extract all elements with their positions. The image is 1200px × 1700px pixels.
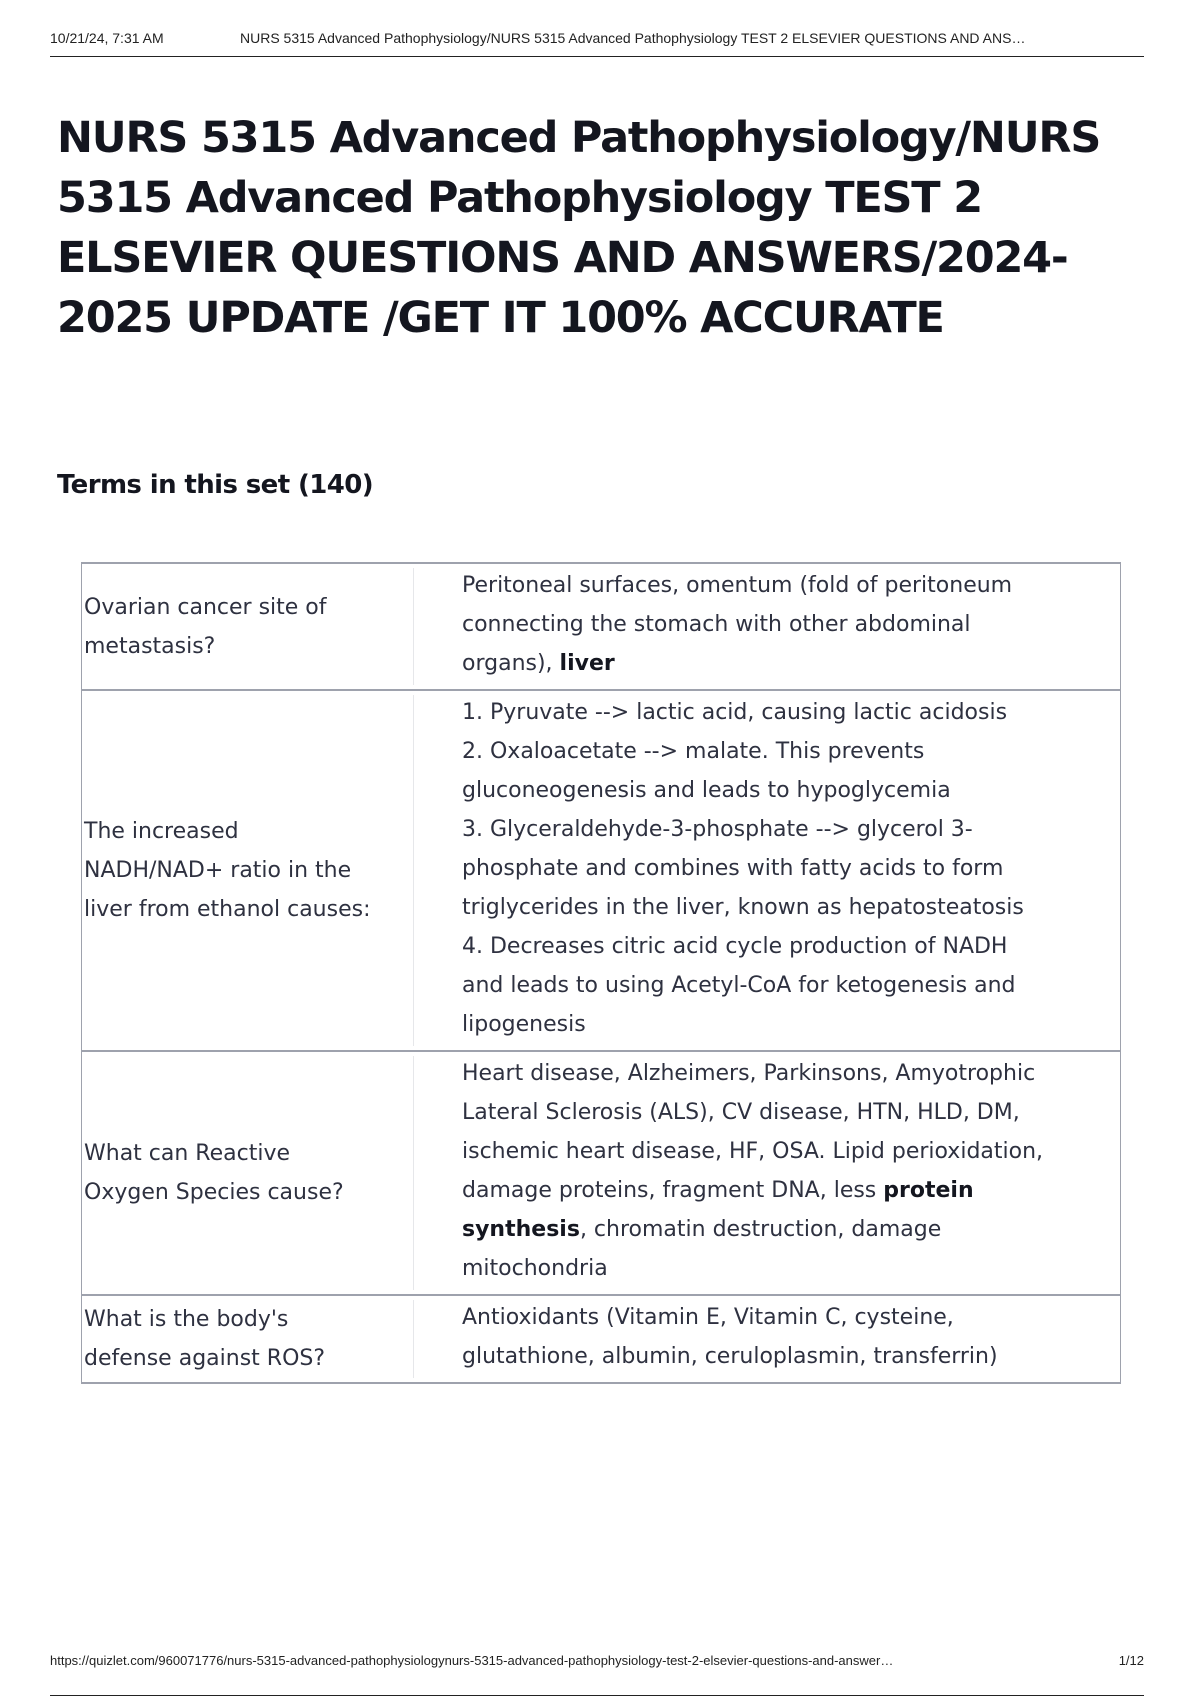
print-url: https://quizlet.com/960071776/nurs-5315-advanced-pathophysiologynurs-5315-advanced-pathophysiology-test-2-elsevier-questions-and-answer… [50,1653,894,1668]
page-title [57,108,1117,348]
definition-text: Antioxidants (Vitamin E, Vitamin C, cysteine, [462,1305,954,1330]
definition-bold-text: synthesis [462,1217,580,1242]
footer-divider [50,1695,1144,1696]
term-text-line: metastasis? [84,633,216,659]
definition-line [462,693,1100,732]
definition-line [462,1337,1100,1376]
definition-line [462,566,1100,605]
definition-line [462,1054,1100,1093]
definition-line [462,849,1100,888]
definition-line [462,810,1100,849]
term-text-line: Oxygen Species cause? [84,1180,344,1205]
term-text-line: What is the body's [84,1307,289,1332]
page-title-line: 2025 UPDATE /GET IT 100% ACCURATE [57,293,944,343]
definition-text: connecting the stomach with other abdominal [462,612,971,637]
term-text-line: Ovarian cancer site of [84,594,327,620]
term-row [82,563,1121,690]
definition-cell [414,563,1121,690]
terms-heading: Terms in this set (140) [57,470,374,500]
definition-bold-text: liver [559,651,615,676]
term-text-line: liver from ethanol causes: [84,897,371,922]
definition-text: 4. Decreases citric acid cycle production of NADH [462,934,1008,959]
definition-text: and leads to using Acetyl-CoA for ketogenesis and [462,973,1016,998]
term-row [82,1051,1121,1295]
definition-cell [414,690,1121,1051]
page-number: 1/12 [1118,1653,1144,1668]
definition-text: gluconeogenesis and leads to hypoglycemia [462,778,951,803]
terms-table [81,562,1121,1384]
page-title-line: ELSEVIER QUESTIONS AND ANSWERS/2024- [57,233,1068,283]
definition-line [462,644,1100,683]
definition-text: phosphate and combines with fatty acids to form [462,856,1004,881]
definition-text: Lateral Sclerosis (ALS), CV disease, HTN, HLD, DM, [462,1100,1020,1125]
definition-bold-text: protein [883,1178,974,1203]
definition-line [462,1132,1100,1171]
definition-text: , chromatin destruction, damage [579,1217,942,1242]
term-text-line: NADH/NAD+ ratio in the [84,858,352,883]
definition-text: triglycerides in the liver, known as hepatosteatosis [462,895,1024,920]
definition-text: 3. Glyceraldehyde-3-phosphate --> glycerol 3- [462,817,973,842]
definition-line [462,1249,1100,1288]
print-doc-title: NURS 5315 Advanced Pathophysiology/NURS 5315 Advanced Pathophysiology TEST 2 ELSEVIER QUESTIONS AND ANS… [240,30,1026,46]
print-header [50,30,1144,57]
definition-text: mitochondria [462,1256,608,1281]
term-text-line: What can Reactive [84,1141,291,1166]
definition-text: Heart disease, Alzheimers, Parkinsons, Amyotrophic [462,1061,1036,1086]
term-cell [82,690,415,1051]
definition-text: Peritoneal surfaces, omentum (fold of peritoneum [462,573,1013,598]
term-text-line: The increased [84,819,239,844]
term-cell [82,1295,415,1383]
definition-cell [414,1051,1121,1295]
definition-line [462,1093,1100,1132]
definition-line [462,1210,1100,1249]
page-title-line: 5315 Advanced Pathophysiology TEST 2 [57,173,982,223]
definition-text: 1. Pyruvate --> lactic acid, causing lactic acidosis [462,700,1008,725]
definition-line [462,732,1100,771]
term-row [82,690,1121,1051]
definition-line [462,1005,1100,1044]
definition-line [462,771,1100,810]
definition-line [462,605,1100,644]
definition-text: 2. Oxaloacetate --> malate. This prevents [462,739,925,764]
page-title-line: NURS 5315 Advanced Pathophysiology/NURS [57,113,1101,163]
term-text-line: defense against ROS? [84,1346,326,1371]
term-cell [82,563,415,690]
definition-line [462,1171,1100,1210]
definition-text: ischemic heart disease, HF, OSA. Lipid perioxidation, [462,1139,1044,1164]
definition-text: organs), [462,651,560,676]
term-row [82,1295,1121,1383]
definition-line [462,927,1100,966]
definition-cell [414,1295,1121,1383]
definition-text: lipogenesis [462,1012,586,1037]
definition-line [462,888,1100,927]
definition-text: damage proteins, fragment DNA, less [462,1178,884,1203]
definition-text: glutathione, albumin, ceruloplasmin, transferrin) [462,1344,998,1369]
term-cell [82,1051,415,1295]
definition-line [462,1298,1100,1337]
definition-line [462,966,1100,1005]
print-datetime: 10/21/24, 7:31 AM [50,30,164,46]
